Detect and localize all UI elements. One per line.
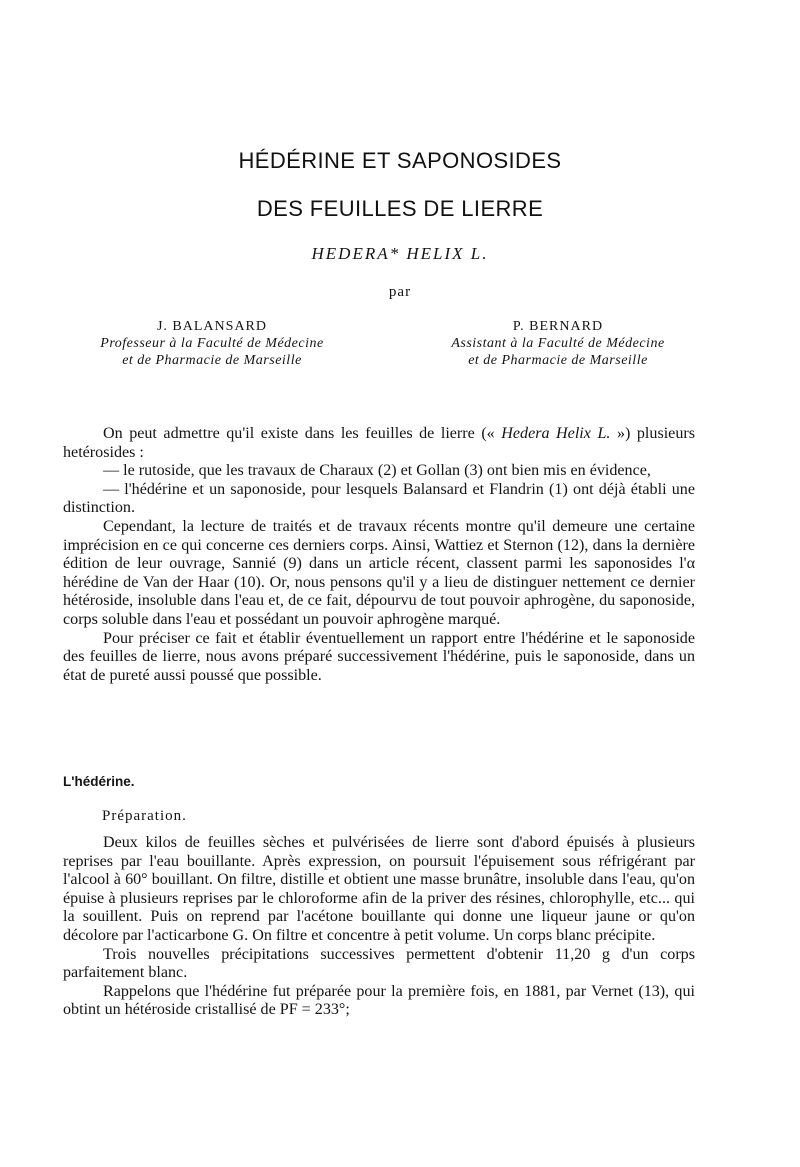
subsection-heading: Préparation. (102, 808, 187, 824)
preparation-paragraph-3: Rappelons que l'hédérine fut préparée pour la première fois, en 1881, par Vernet (13), qui obtint un hétéroside cristallisé de PF = 233°; (63, 982, 695, 1019)
article-title-line-1: HÉDÉRINE ET SAPONOSIDES (238, 148, 562, 173)
author-affiliation: Professeur à la Faculté de Médecine (100, 336, 324, 351)
author-affiliation: et de Pharmacie de Marseille (468, 353, 648, 368)
intro-p1-start: On peut admettre qu'il existe dans les feuilles de lierre (« (103, 425, 502, 442)
intro-paragraph-1 (63, 425, 695, 462)
author-name: J. BALANSARD (156, 319, 267, 334)
preparation-paragraph-1: Deux kilos de feuilles sèches et pulvérisées de lierre sont d'abord épuisés à plusieurs reprises par l'eau bouillante. Après expression, on poursuit l'épuisement sous réfrigérant par l'alcool à 60° bouillant. On filtre, distille et obtient une masse brunâtre, insoluble dans l'eau, qu'on épuise à plusieurs reprises par le chloroforme afin de la priver des résines, chlorophylle, etc... qui la souillent. Puis on reprend par l'acétone bouillante qui donne une liqueur jaune or qu'on décolore par l'acticarbone G. On filtre et concentre à petit volume. Un corps blanc précipite. (63, 834, 695, 944)
species-reference: Hedera Helix L. (501, 425, 611, 442)
preparation-paragraph-2: Trois nouvelles précipitations successives permettent d'obtenir 11,20 g d'un corps parfaitement blanc. (63, 945, 695, 982)
intro-paragraph-3: Pour préciser ce fait et établir éventuellement un rapport entre l'hédérine et le saponoside des feuilles de lierre, nous avons préparé successivement l'hédérine, puis le saponoside, dans un état de pureté aussi poussé que possible. (63, 629, 695, 684)
introduction-text (63, 425, 695, 685)
author-affiliation: Assistant à la Faculté de Médecine (451, 336, 665, 351)
by-line: par (388, 284, 412, 300)
author-name: P. BERNARD (512, 319, 604, 334)
article-title-line-2: DES FEUILLES DE LIERRE (256, 196, 544, 221)
species-name: HEDERA* HELIX L. (311, 244, 489, 263)
preparation-text (63, 834, 695, 1020)
author-block-bernard (408, 318, 708, 369)
author-affiliation: et de Pharmacie de Marseille (122, 353, 302, 368)
list-item-saponoside: — l'hédérine et un saponoside, pour lesquels Balansard et Flandrin (1) ont déjà établi une distinction. (63, 480, 695, 517)
intro-paragraph-2: Cependant, la lecture de traités et de travaux récents montre qu'il demeure une certaine imprécision en ce qui concerne ces derniers corps. Ainsi, Wattiez et Sternon (12), dans la dernière édition de leur ouvrage, Sannié (9) dans un article récent, classent parmi les saponosides l'α hérédine de Van der Haar (10). Or, nous pensons qu'il y a lieu de distinguer nettement ce dernier hétéroside, insoluble dans l'eau et, de ce fait, dépourvu de tout pouvoir aphrogène, du saponoside, corps soluble dans l'eau et possédant un pouvoir aphrogène marqué. (63, 517, 695, 628)
author-block-balansard (62, 318, 362, 369)
section-heading: L'hédérine. (63, 774, 135, 789)
intro-p1-end: ») plusieurs hetérosides : (63, 425, 695, 461)
list-item-rutoside: — le rutoside, que les travaux de Charaux (2) et Gollan (3) ont bien mis en évidence, (103, 462, 651, 480)
